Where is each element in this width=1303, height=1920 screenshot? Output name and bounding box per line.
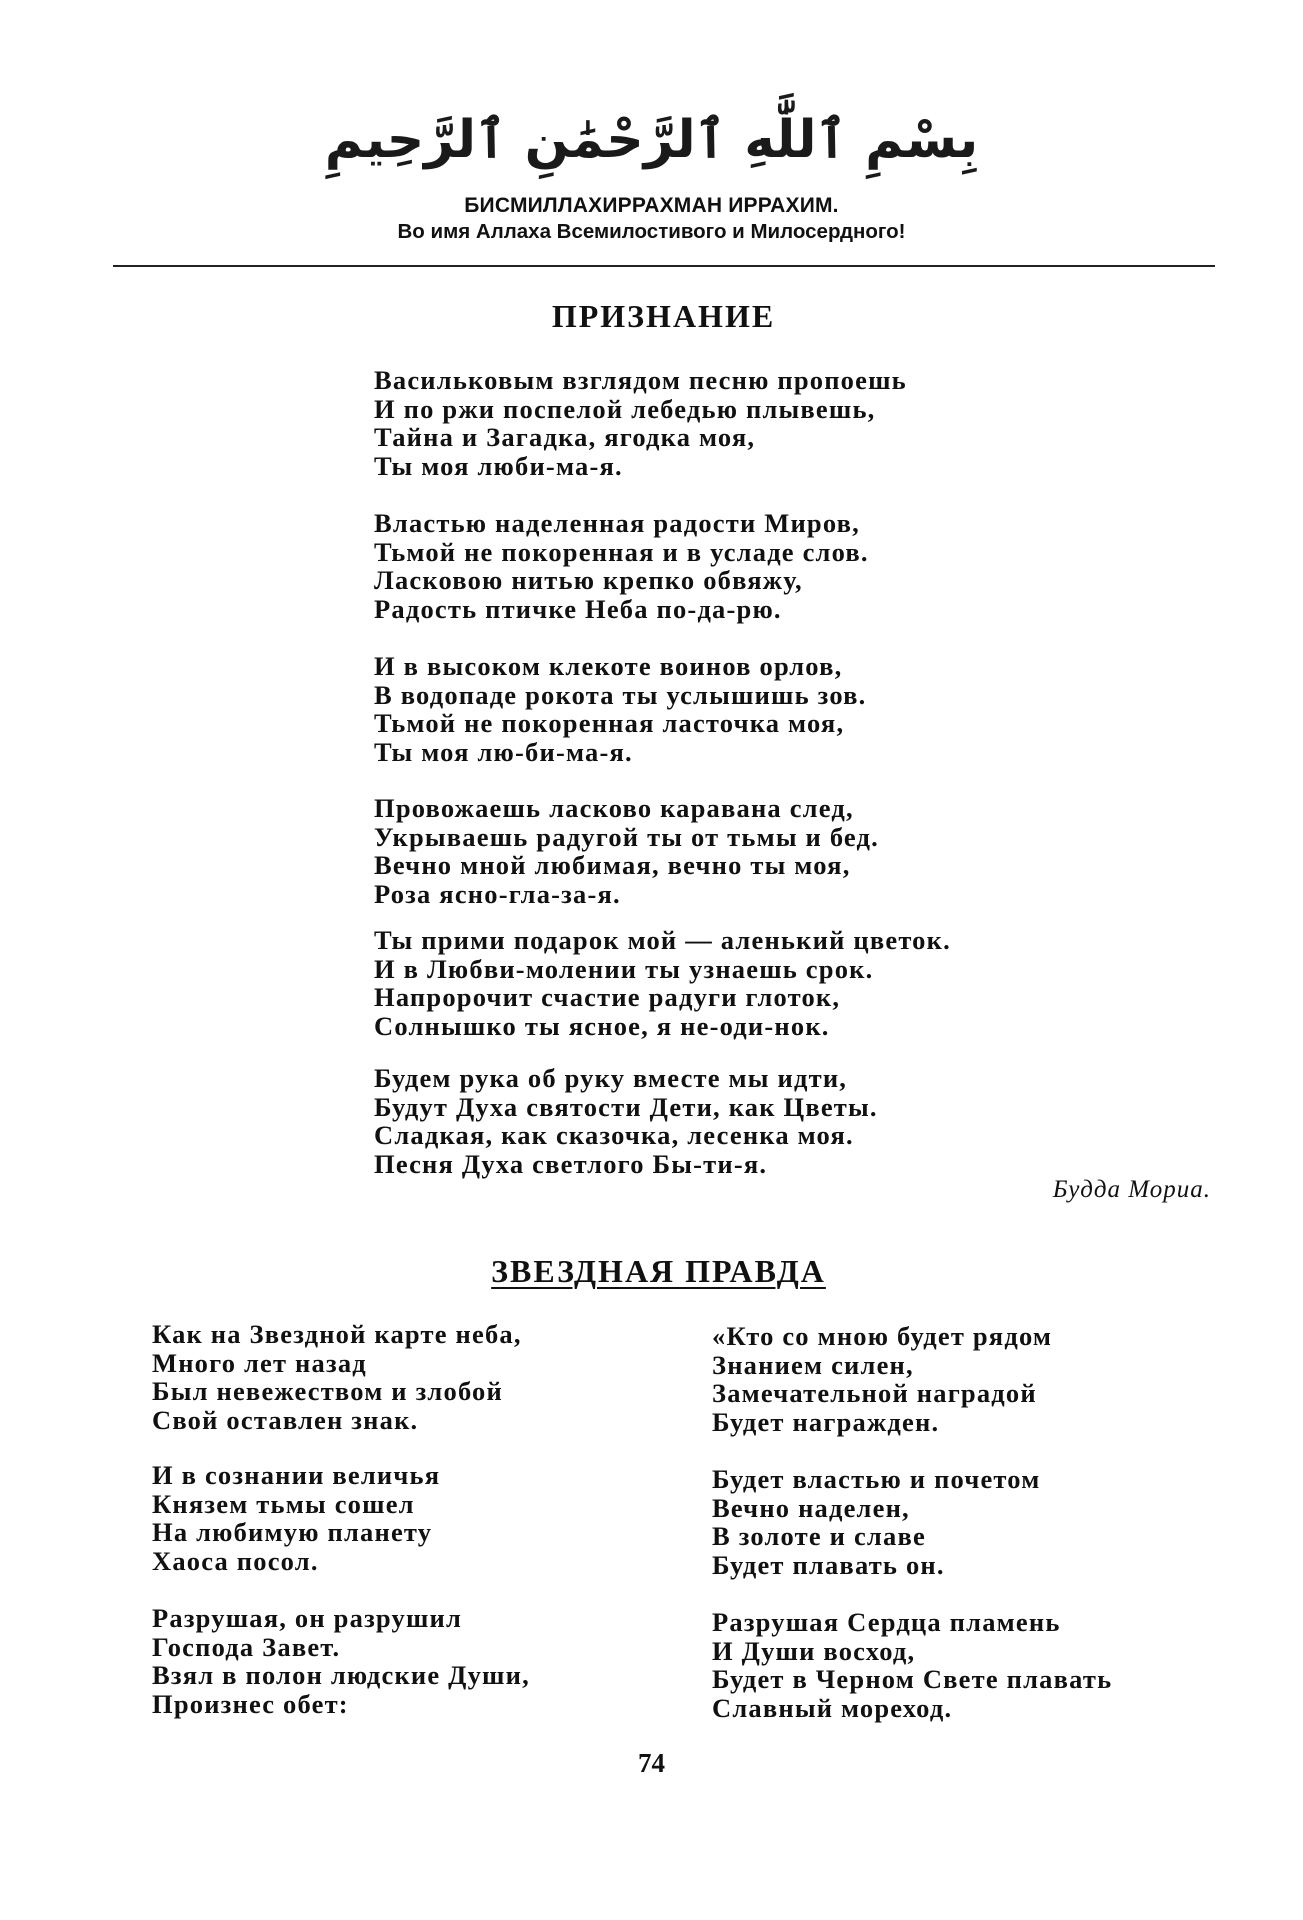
- verse-line: Властью наделенная радости Миров,: [374, 508, 860, 538]
- poem2-left-stanza-1: [152, 1320, 522, 1434]
- verse-line: Сладкая, как сказочка, лесенка моя.: [374, 1120, 854, 1150]
- verse-line: Будем рука об руку вместе мы идти,: [374, 1063, 848, 1093]
- verse-line: Произнес обет:: [152, 1688, 349, 1719]
- verse-line: Ты прими подарок мой — аленький цветок.: [374, 925, 951, 955]
- poem1-stanza-2: [374, 509, 869, 623]
- verse-line: Ласковою нитью крепко обвяжу,: [374, 565, 803, 595]
- verse-line: Взял в полон людские Души,: [152, 1660, 530, 1690]
- verse-line: Песня Духа светлого Бы-ти-я.: [374, 1148, 768, 1179]
- verse-line: Вечно мной любимая, вечно ты моя,: [374, 850, 851, 880]
- verse-line: Господа Завет.: [152, 1631, 341, 1662]
- verse-line: И в сознании величья: [152, 1460, 441, 1490]
- verse-line: В водопаде рокота ты услышишь зов.: [374, 679, 867, 710]
- poem-title-priznanie: ПРИЗНАНИЕ: [551, 298, 776, 334]
- poem1-stanza-3: [374, 652, 866, 766]
- poem2-left-stanza-2: [152, 1461, 440, 1575]
- verse-line: И в Любви-молении ты узнаешь срок.: [374, 953, 874, 984]
- verse-line: Хаоса посол.: [152, 1545, 319, 1576]
- verse-line: Был невежеством и злобой: [152, 1376, 503, 1406]
- verse-line: Будут Духа святости Дети, как Цветы.: [374, 1091, 878, 1122]
- poem-title-zvezdnaya-pravda: ЗВЕЗДНАЯ ПРАВДА: [491, 1253, 826, 1289]
- poem2-right-stanza-2: [712, 1465, 1041, 1579]
- verse-line: Замечательной наградой: [712, 1378, 1037, 1408]
- verse-line: И по ржи поспелой лебедью плывешь,: [374, 393, 876, 424]
- verse-line: Солнышко ты ясное, я не-оди-нок.: [374, 1010, 830, 1041]
- verse-line: Будет награжден.: [712, 1406, 940, 1437]
- verse-line: Свой оставлен знак.: [152, 1404, 419, 1435]
- poem-author-signature: Будда Мориа.: [1052, 1176, 1211, 1203]
- header-divider: [113, 265, 1215, 267]
- arabic-basmala-calligraphy: بِسْمِ ٱللَّٰهِ ٱلرَّحْمَٰنِ ٱلرَّحِيمِ: [324, 110, 979, 170]
- poem2-left-stanza-3: [152, 1604, 530, 1718]
- verse-line: «Кто со мною будет рядом: [712, 1321, 1053, 1351]
- verse-line: Укрываешь радугой ты от тьмы и бед.: [374, 821, 879, 852]
- page-number: 74: [638, 1748, 665, 1778]
- basmala-translation: Во имя Аллаха Всемилостивого и Милосердного!: [397, 220, 906, 243]
- verse-line: Как на Звездной карте неба,: [152, 1319, 522, 1349]
- verse-line: Будет властью и почетом: [712, 1464, 1041, 1494]
- poem1-stanza-4: [374, 794, 879, 908]
- verse-line: Радость птичке Неба по-да-рю.: [374, 593, 782, 624]
- verse-line: Васильковым взглядом песню пропоешь: [374, 365, 907, 395]
- verse-line: Славный мореход.: [712, 1692, 953, 1723]
- verse-line: Разрушая, он разрушил: [152, 1603, 463, 1633]
- verse-line: Будет в Черном Свете плавать: [712, 1664, 1113, 1694]
- verse-line: Разрушая Сердца пламень: [712, 1607, 1061, 1637]
- verse-line: И Души восход,: [712, 1635, 916, 1666]
- verse-line: Тайна и Загадка, ягодка моя,: [374, 422, 756, 452]
- verse-line: На любимую планету: [152, 1517, 433, 1547]
- verse-line: Напророчит счастие радуги глоток,: [374, 982, 841, 1012]
- verse-line: Князем тьмы сошел: [152, 1488, 415, 1519]
- verse-line: Роза ясно-гла-за-я.: [374, 878, 621, 909]
- basmala-transliteration: БИСМИЛЛАХИРРАХМАН ИРРАХИМ.: [464, 194, 839, 217]
- poem1-stanza-5: [374, 926, 951, 1040]
- poem2-right-stanza-3: [712, 1608, 1112, 1722]
- verse-line: Тьмой не покоренная и в усладе слов.: [374, 536, 869, 567]
- verse-line: Знанием силен,: [712, 1349, 914, 1380]
- verse-line: Много лет назад: [152, 1347, 367, 1378]
- verse-line: Будет плавать он.: [712, 1549, 945, 1580]
- verse-line: Тьмой не покоренная ласточка моя,: [374, 708, 845, 738]
- verse-line: И в высоком клекоте воинов орлов,: [374, 651, 843, 681]
- poem1-stanza-1: [374, 366, 907, 480]
- poem1-stanza-6: [374, 1064, 878, 1178]
- poem2-right-stanza-1: [712, 1322, 1052, 1436]
- verse-line: Ты моя люби-ма-я.: [374, 450, 623, 481]
- verse-line: В золоте и славе: [712, 1521, 926, 1551]
- verse-line: Вечно наделен,: [712, 1492, 910, 1523]
- verse-line: Провожаешь ласково каравана след,: [374, 793, 854, 823]
- verse-line: Ты моя лю-би-ма-я.: [374, 736, 633, 767]
